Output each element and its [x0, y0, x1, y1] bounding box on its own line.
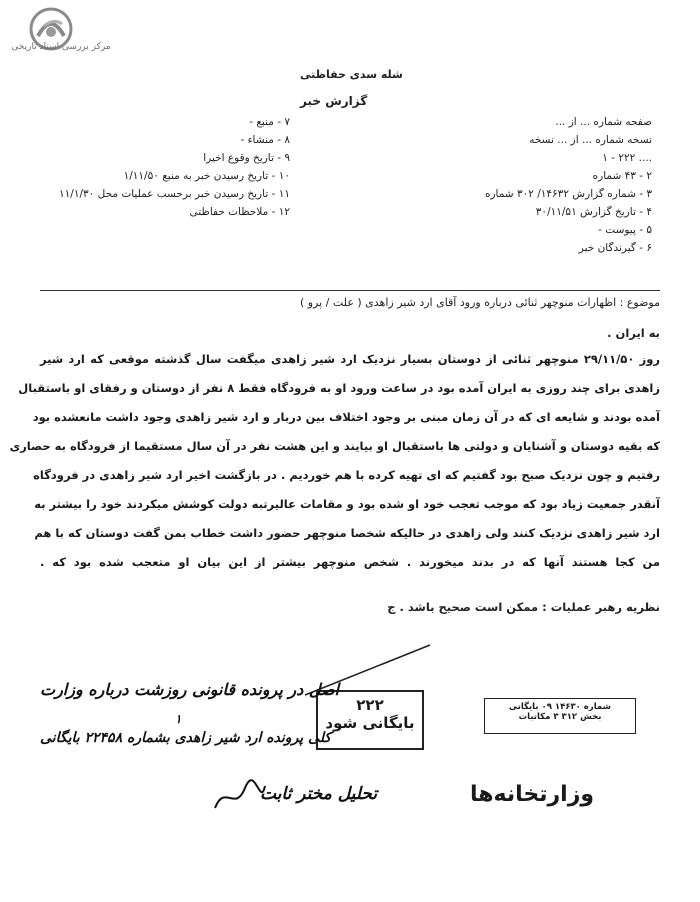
left-field: ۱۰ - تاریخ رسیدن خبر به منبع ۱/۱۱/۵۰	[123, 170, 290, 182]
body-line: روز ۲۹/۱۱/۵۰ منوچهر ثنائی از دوستان بسیار نزدیک ارد شیر زاهدی میگفت سال گذشته موقعی که ارد شیر	[40, 352, 660, 366]
left-field: ۷ - منبع -	[249, 116, 290, 128]
right-field: ۶ - گیرندگان خبر	[578, 242, 652, 254]
right-field: ۱ - ۲۲۲ ....	[602, 152, 652, 164]
doc-classification: شله سدی حفاظتی	[300, 68, 403, 81]
left-field: ۱۲ - ملاحظات حفاظتی	[189, 206, 290, 218]
salutation: به ایران .	[607, 326, 660, 340]
right-field: نسخه شماره ... از ... نسخه	[529, 134, 652, 146]
left-field: ۱۱ - تاریخ رسیدن خبر برحسب عملیات محل ۱۱/۱/۳۰	[59, 188, 290, 200]
body-line: ارد شیر زاهدی نزدیک کنند ولی زاهدی در حالیکه شخصا منوچهر حضور داشت خطاب بمن گفت دوستان که با هم	[34, 526, 660, 540]
body-line: آمده بودند و شایعه ای که در آن زمان مبنی بر وجود اختلاف بین دربار و ارد شیر زاهدی وجود داشت مانعشده بود	[32, 410, 660, 424]
left-field: ۸ - منشاء -	[240, 134, 290, 146]
registry-stamp-line2: بخش ۳۱۲ ۳ مکاتبات	[518, 712, 602, 722]
handwritten-note-line2: کلی پرونده ارد شیر زاهدی بشماره ۲۲۴۵۸ بایگانی	[40, 730, 332, 746]
handwritten-note-line1: اصل در پرونده قانونی روزشت درباره وزارت	[40, 680, 339, 699]
left-field: ۹ - تاریخ وقوع اخیرا	[203, 152, 290, 164]
registry-stamp	[484, 698, 636, 734]
subject-line: موضوع : اظهارات منوچهر ثنائی درباره ورود آقای ارد شیر زاهدی ( علت / پرو )	[299, 296, 660, 309]
handwritten-signature: تحلیل مختر ثابت	[260, 784, 378, 804]
archive-stamp-text: بایگانی شود	[325, 714, 415, 732]
signature-scribble-icon	[210, 778, 270, 818]
archive-stamp-number: ۲۲۲	[356, 696, 384, 714]
handwritten-number: ۱	[175, 712, 182, 726]
right-field: ۲ - ۴۳ شماره	[592, 170, 652, 182]
header-divider	[40, 290, 660, 291]
right-field: صفحه شماره ... از ...	[555, 116, 652, 128]
right-field: ۳ - شماره گزارش ۱۴۶۳۲/ ۳۰۲ شماره	[484, 188, 652, 200]
ministry-stamp-text: وزارتخانه‌ها	[470, 782, 595, 807]
watermark-org-text: مرکز بررسی اسناد تاریخی	[11, 42, 111, 52]
body-line: من کجا هستند آنها که در بدند میخورند . شخص منوچهر بیشتر از این بیان او متعجب شده بود که .	[40, 555, 660, 569]
right-field: ۴ - تاریخ گزارش ۳۰/۱۱/۵۱	[535, 206, 652, 218]
body-line: رفتیم و چون نزدیک صبح بود گفتیم که ای تهیه کرده با هم خوردیم . در بازگشت اخیر ارد شیر زاهدی در فرودگاه	[33, 468, 660, 482]
body-line: آنقدر جمعیت زیاد بود که موجب تعجب خود او شده بود و مقامات عالیرتبه دولت کوشش میکردند خود را بیشتر به	[34, 497, 660, 511]
conclusion-line: نظریه رهبر عملیات : ممکن است صحیح باشد . ج	[387, 600, 660, 614]
right-field: ۵ - پیوست -	[598, 224, 652, 236]
body-line: که بقیه دوستان و آشنایان و دولتی ها باستقبال او بیایند و این هشت نفر در آن سال مستقیما از فرودگاه به حصاری	[9, 439, 660, 453]
registry-stamp-line1: شماره ۱۴۶۳۰ ۰۹ بایگانی	[509, 702, 611, 712]
doc-title: گزارش خبر	[300, 94, 368, 108]
body-line: زاهدی برای چند روزی به ایران آمده بود در ساعت ورود او به فرودگاه فقط ۸ نفر از دوستان و رفقای او باستقبال	[18, 381, 660, 395]
